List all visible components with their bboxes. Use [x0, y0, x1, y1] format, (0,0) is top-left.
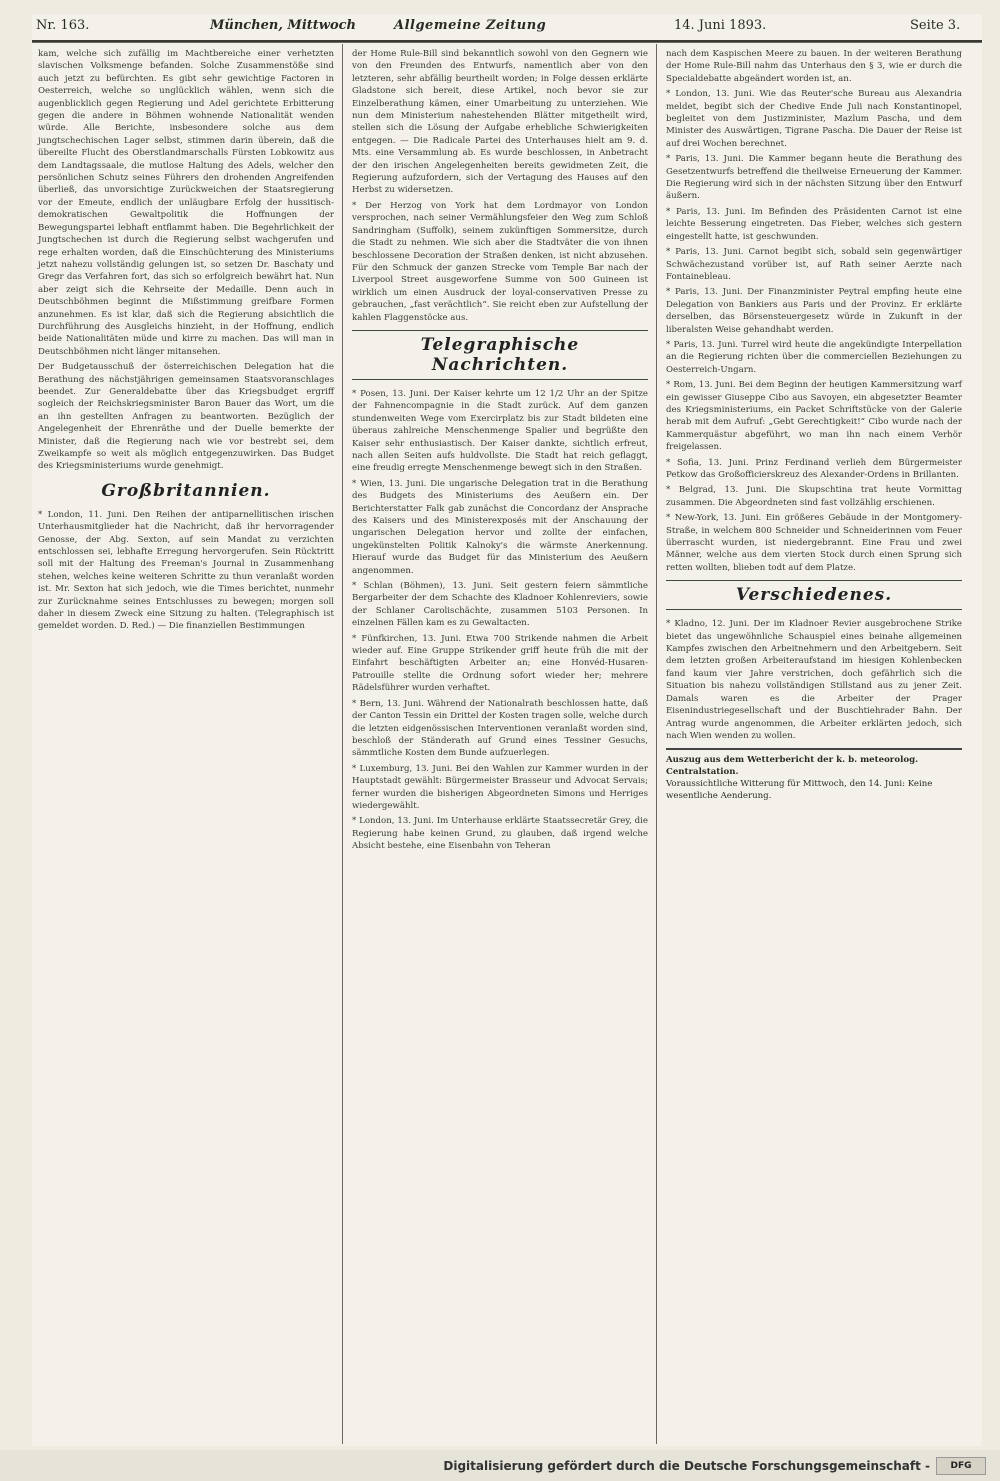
telegram: * London, 13. Juni. Wie das Reuter'sche Bureau aus Alexandria meldet, begibt sich der Chedive Ende Juli nach Konstantinopel, begleitet von dem Justizminister, Mazlum Pascha, und dem Minister des Auswärtigen, Tigrane Pascha. Die Dauer der Reise ist auf drei Wochen berechnet.: [666, 89, 962, 149]
column-divider: [656, 44, 657, 1444]
column-2: [352, 48, 648, 856]
newspaper-page: [32, 14, 982, 1446]
weather-title: Auszug aus dem Wetterbericht der k. b. meteorolog. Centralstation.: [666, 755, 919, 778]
telegram: * Paris, 13. Juni. Der Finanzminister Peytral empfing heute eine Delegation von Bankiers aus Paris und der Provinz. Er erklärte derselben, das Börsensteuergesetz würde in Zukunft in der liberalsten Weise gehandhabt werden.: [666, 287, 962, 335]
telegram: * Posen, 13. Juni. Der Kaiser kehrte um 12 1/2 Uhr an der Spitze der Fahnencompagnie in die Stadt zurück. Auf dem ganzen stundenweiten Wege vom Exercirplatz bis zur Stadt bildeten eine überaus zahlreiche Menschenmenge Spalier und begrüßte den Kaiser sehr enthusiastisch. Der Kaiser dankte, sichtlich erfreut, nach allen Seiten aufs huldvollste. Die Stadt hat reich geflaggt, eine freudig erregte Menschenmenge bewegt sich in den Straßen.: [352, 388, 648, 474]
telegram: * Paris, 13. Juni. Turrel wird heute die angekündigte Interpellation an die Regierung richten über die commerciellen Beziehungen zu Oesterreich-Ungarn.: [666, 339, 962, 375]
telegram: * Fünfkirchen, 13. Juni. Etwa 700 Strikende nahmen die Arbeit wieder auf. Eine Gruppe Strikender griff heute früh die mit der Einfahrt beschäftigten Arbeiter an; eine Honvéd-Husaren-Patrouille stellte die Ordnung sofort wieder her; mehrere Rädelsführer wurden verhaftet.: [352, 633, 648, 694]
digitization-footer: [0, 1450, 1000, 1481]
column-divider: [342, 44, 343, 1444]
section-heading-box: [352, 330, 648, 380]
article-text: Der Budgetausschuß der österreichischen Delegation hat die Berathung des nächstjährigen gemeinsamen Staatsvoranschlages beendet. Zur Generaldebatte über das Kriegsbudget ergriff sogleich der Reichskriegsminister Baron Bauer das Wort, um die an ihn gestellten Anfragen zu beantworten. Bezüglich der Angelegenheit der Ehrenräthe und der Duelle bemerkte der Minister, daß die Regierung nach wie vor bestrebt sei, dem Zweikampfe so weit als möglich entgegenzuwirken. Das Budget des Kriegsministeriums wurde genehmigt.: [38, 362, 334, 472]
funding-notice: Digitalisierung gefördert durch die Deutsche Forschungsgemeinschaft -: [443, 1459, 930, 1473]
section-heading: Verschiedenes.: [735, 585, 893, 606]
weather-text: Voraussichtliche Witterung für Mittwoch, den 14. Juni: Keine wesentliche Aenderung.: [666, 779, 933, 802]
article-text: * Kladno, 12. Juni. Der im Kladnoer Revier ausgebrochene Strike bietet das ungewöhnliche Schauspiel eines beinahe allgemeinen Kampfes zwischen den Arbeitnehmern und den Arbeitgebern. Seit dem letzten großen Arbeiteraufstand im hiesigen Kohlenbecken fand kaum vier Jahre verstrichen, doch gefährlich sich die Situation bis nahezu vollständigen Stillstand aus zu jener Zeit. Damals waren es die Arbeiter der Prager Eisenindustriegesellschaft und der Buschtiehrader Bahn. Der Antrag wurde angenommen, die Arbeiter erklärten jedoch, sich nach Wien wenden zu wollen.: [666, 619, 962, 741]
telegram: nach dem Kaspischen Meere zu bauen. In der weiteren Berathung der Home Rule-Bill nahm das Unterhaus den § 3, wie er durch die Specialdebatte abgeändert worden ist, an.: [666, 49, 962, 84]
newspaper-title: Allgemeine Zeitung: [394, 18, 547, 33]
article-text: der Home Rule-Bill sind bekanntlich sowohl von den Gegnern wie von den Freunden des Entwurfs, namentlich aber von den letzteren, sehr abfällig beurtheilt worden; in Folge dessen erklärte Gladstone sich bereit, diese Artikel, noch bevor sie zur Einzelberathung kämen, einer Umarbeitung zu unterziehen. Wie nun dem Ministerium nahestehenden Blätter mitgetheilt wird, stellen sich die Lösung der Aufgabe erhebliche Schwierigkeiten entgegen. — Die Radicale Partei des Unterhauses hielt am 9. d. Mts. eine Versammlung ab. Es wurde beschlossen, in Anbetracht der den irischen Angelegenheiten bereits gewidmeten Zeit, die Regierung aufzufordern, sich der Vertagung des Hauses auf den Herbst zu widersetzen.: [352, 49, 648, 196]
page-number: Seite 3.: [910, 18, 961, 33]
issue-date: 14. Juni 1893.: [674, 18, 767, 33]
article-text: * London, 11. Juni. Den Reihen der antiparnellitischen irischen Unterhausmitglieder hat die Nachricht, daß ihr hervorragender Genosse, der Abg. Sexton, auf sein Mandat zu verzichten entschlossen sei, lebhafte Erregung hervorgerufen. Sein Rücktritt soll mit der Haltung des Freeman's Journal in Zusammenhang stehen, welches keine weiteren Schritte zu thun veranlaßt worden ist. Mr. Sexton hat sich jedoch, wie die Times berichtet, nunmehr zur Zurücknahme seines Entschlusses zu bewegen; morgen soll daher in diesem Zweck eine Sitzung zu halten. (Telegraphisch ist gemeldet worden. D. Red.) — Die finanziellen Bestimmungen: [38, 509, 334, 632]
issue-number: Nr. 163.: [36, 18, 90, 33]
article-text: * Der Herzog von York hat dem Lordmayor von London versprochen, nach seiner Vermählungsfeier den Weg zum Schloß Sandringham (Suffolk), seinem zukünftigen Sommersitze, durch die Stadt zu nehmen. Wie sich aber die Stadtväter die von ihnen beschlossene Decoration der Straßen denken, ist nicht abzusehen. Für den Schmuck der ganzen Strecke vom Temple Bar nach der Liverpool Street ausgeworfene Summe von 500 Guineen ist wirklich um einen Ausdruck der loyal-conservativen Presse zu gebrauchen, „fast verächtlich“. Sie reicht eben zur Aufstellung der kahlen Flaggenstöcke aus.: [352, 200, 648, 323]
section-heading-box: [666, 580, 962, 610]
weather-report: [666, 748, 962, 802]
city-day: München, Mittwoch: [210, 18, 357, 33]
telegram: * New-York, 13. Juni. Ein größeres Gebäude in der Montgomery-Straße, in welchem 800 Schneider und Schneiderinnen vom Feuer überrascht wurden, ist niedergebrannt. Eine Frau und zwei Männer, welche aus dem vierten Stock durch einen Sprung sich retten wollten, blieben todt auf dem Platze.: [666, 513, 962, 573]
telegram: * Paris, 13. Juni. Carnot begibt sich, sobald sein gegenwärtiger Schwächezustand vorüber ist, auf Rath seiner Aerzte nach Fontainebleau.: [666, 247, 962, 282]
telegram: * London, 13. Juni. Im Unterhause erklärte Staatssecretär Grey, die Regierung habe keinen Grund, zu glauben, daß irgend welche Absicht bestehe, eine Eisenbahn von Teheran: [352, 816, 648, 852]
telegram: * Belgrad, 13. Juni. Die Skupschtina trat heute Vormittag zusammen. Die Abgeordneten sind fast vollzählig erschienen.: [666, 485, 962, 508]
telegram: * Rom, 13. Juni. Bei dem Beginn der heutigen Kammersitzung warf ein gewisser Giuseppe Cibo aus Savoyen, ein abgesetzter Beamter des Kriegsministeriums, ein Packet Schriftstücke von der Galerie herab mit dem Aufruf: „Gebt Gerechtigkeit!“ Cibo wurde nach der Kammerquästur abgeführt, wo man ihn nach einem Verhör freigelassen.: [666, 380, 962, 453]
column-1: [38, 48, 334, 636]
header-rule: [32, 42, 982, 43]
telegram: * Luxemburg, 13. Juni. Bei den Wahlen zur Kammer wurden in der Hauptstadt gewählt: Bürgermeister Brasseur und Advocat Servais; ferner wurden die bisherigen Abgeordneten Simons und Herriges wiedergewählt.: [352, 763, 648, 811]
telegram: * Wien, 13. Juni. Die ungarische Delegation trat in die Berathung des Budgets des Ministeriums des Aeußern ein. Der Berichterstatter Falk gab zunächst die Concordanz der Ansprache des Kaisers und des Ministerexposés mit der Anschauung der ungarischen Delegation hervor und zollte der einfachen, ungekünstelten Politik Kalnoky's die wärmste Anerkennung. Hierauf wurde das Budget für das Ministerium des Aeußern angenommen.: [352, 478, 648, 576]
telegram: * Bern, 13. Juni. Während der Nationalrath beschlossen hatte, daß der Canton Tessin ein Drittel der Kosten tragen solle, welche durch die letzten eidgenössischen Interventionen veranlaßt worden sind, beschloß der Ständerath auf Grund eines Tessiner Gesuchs, sämmtliche Kosten dem Bunde aufzuerlegen.: [352, 698, 648, 759]
section-heading: Telegraphische Nachrichten.: [420, 334, 580, 375]
page-header: [32, 14, 982, 42]
article-text: kam, welche sich zufällig im Machtbereiche einer verhetzten slavischen Volksmenge befanden. Solche Zusammenstöße sind auch jetzt zu befürchten. Es gibt sehr gewichtige Factoren in Oesterreich, welche so unglücklich wählen, wenn sich die augenblicklich gegen Regierung und Adel gerichtete Erbitterung gegen die andere in Böhmen wohnende Nationalität wenden würde. Alle Berichte, insbesondere solche aus dem jungtschechischen Lager selbst, stimmen darin überein, daß die übereilte Flucht des Oberstlandmarschalls Fürsten Lobkowitz aus dem Landtagssaale, die mutlose Haltung des Adels, welcher den persönlichen Schutz seines Führers den drohenden Angreifenden überließ, das unvorsichtige Zurückweichen der Staatsregierung vor der Emeute, endlich der unläugbare Erfolg der hussitisch-demokratischen Gewaltpolitik die Hoffnungen der Bewegungspartei lebhaft entflammt haben. Die Begehrlichkeit der Jungtschechen ist durch die Regierung selbst wachgerufen und rege erhalten worden, daß die Einschüchterung des Ministeriums jetzt nahezu vollständig gelungen ist, so setzen Dr. Baschaty und Gregr das Verfahren fort, das sich so erfolgreich bewährt hat. Nun aber zeigt sich die Kehrseite der Medaille. Denn auch in Deutschböhmen beginnt die Mißstimmung greifbare Formen anzunehmen. Es ist klar, daß sich die Regierung absichtlich die Durchführung des Ausgleichs hinzieht, in der Hoffnung, endlich beide Nationalitäten müde und kirre zu machen. Das will man in Deutschböhmen nicht länger mitansehen.: [38, 49, 334, 357]
section-heading: Großbritannien.: [101, 480, 271, 501]
column-3: [666, 48, 962, 802]
telegram: * Paris, 13. Juni. Im Befinden des Präsidenten Carnot ist eine leichte Besserung eingetreten. Das Fieber, welches sich gestern eingestellt hatte, ist geschwunden.: [666, 206, 962, 242]
telegram: * Schlan (Böhmen), 13. Juni. Seit gestern feiern sämmtliche Bergarbeiter der dem Schachte des Kladnoer Kohlenreviers, sowie der Schlaner Carolischächte, zusammen 5103 Personen. In einzelnen Fällen kam es zu Gewaltacten.: [352, 581, 648, 629]
dfg-logo: DFG: [936, 1457, 986, 1475]
telegram: * Sofia, 13. Juni. Prinz Ferdinand verlieh dem Bürgermeister Petkow das Großofficierskreuz des Alexander-Ordens in Brillanten.: [666, 457, 962, 480]
telegram: * Paris, 13. Juni. Die Kammer begann heute die Berathung des Gesetzentwurfs betreffend die theilweise Erneuerung der Kammer. Die Regierung wird sich in der nächsten Sitzung über den Entwurf äußern.: [666, 154, 962, 202]
